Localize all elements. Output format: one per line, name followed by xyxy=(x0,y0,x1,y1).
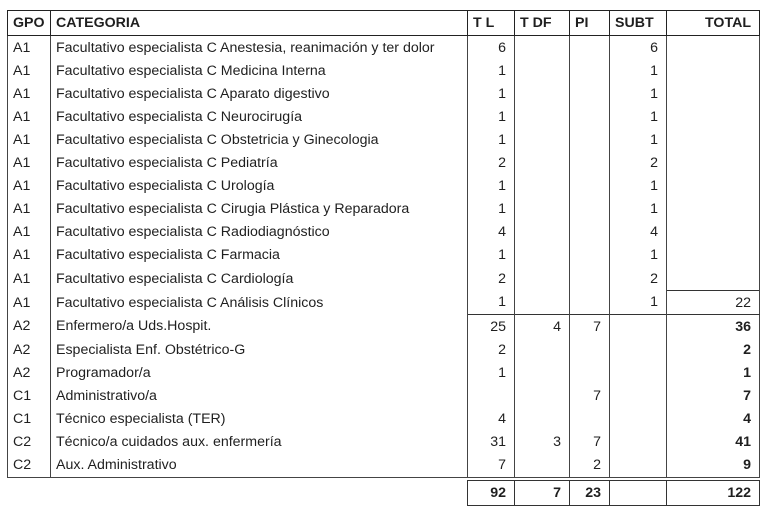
table-row xyxy=(8,105,760,128)
cell-tdf xyxy=(515,175,570,198)
cell-total xyxy=(667,128,760,151)
cell-tl: 4 xyxy=(468,221,515,244)
cell-pi xyxy=(570,105,610,128)
cell-subt: 1 xyxy=(610,291,667,315)
staff-table xyxy=(7,10,760,478)
cell-tl: 1 xyxy=(468,244,515,267)
cell-total: 41 xyxy=(667,431,760,454)
cell-total: 36 xyxy=(667,315,760,339)
cell-total: 7 xyxy=(667,384,760,407)
table-row xyxy=(8,315,760,339)
cell-subt: 1 xyxy=(610,128,667,151)
cell-tl: 1 xyxy=(468,59,515,82)
header-tl: T L xyxy=(468,11,515,36)
cell-pi xyxy=(570,338,610,361)
cell-subt xyxy=(610,454,667,478)
cell-pi xyxy=(570,128,610,151)
cell-tl: 1 xyxy=(468,105,515,128)
cell-gpo: A2 xyxy=(8,338,51,361)
table-row xyxy=(8,361,760,384)
table-row xyxy=(8,431,760,454)
cell-tdf xyxy=(515,82,570,105)
cell-subt: 1 xyxy=(610,105,667,128)
header-total: TOTAL xyxy=(667,11,760,36)
cell-subt: 4 xyxy=(610,221,667,244)
cell-gpo: C1 xyxy=(8,408,51,431)
cell-tdf xyxy=(515,384,570,407)
table-row xyxy=(8,454,760,478)
cell-tl: 2 xyxy=(468,338,515,361)
table-row xyxy=(8,151,760,174)
cell-subt xyxy=(610,338,667,361)
cell-pi xyxy=(570,151,610,174)
cell-tl: 1 xyxy=(468,128,515,151)
cell-tdf xyxy=(515,244,570,267)
table-row xyxy=(8,175,760,198)
cell-tdf xyxy=(515,338,570,361)
cell-categoria: Enfermero/a Uds.Hospit. xyxy=(51,315,468,339)
cell-tl: 1 xyxy=(468,198,515,221)
cell-categoria: Facultativo especialista C Cardiología xyxy=(51,267,468,291)
cell-gpo: A1 xyxy=(8,82,51,105)
cell-pi: 2 xyxy=(570,454,610,478)
cell-categoria: Facultativo especialista C Radiodiagnóstico xyxy=(51,221,468,244)
cell-pi xyxy=(570,82,610,105)
cell-categoria: Facultativo especialista C Análisis Clínicos xyxy=(51,291,468,315)
cell-subt: 1 xyxy=(610,244,667,267)
cell-tdf xyxy=(515,361,570,384)
cell-pi: 7 xyxy=(570,315,610,339)
cell-tdf xyxy=(515,128,570,151)
cell-total: 2 xyxy=(667,338,760,361)
cell-tl: 1 xyxy=(468,291,515,315)
table-row xyxy=(8,128,760,151)
cell-subt xyxy=(610,408,667,431)
cell-gpo: C1 xyxy=(8,384,51,407)
header-pi: PI xyxy=(570,11,610,36)
cell-gpo: A2 xyxy=(8,361,51,384)
cell-tdf: 4 xyxy=(515,315,570,339)
cell-subt xyxy=(610,315,667,339)
cell-subt: 1 xyxy=(610,175,667,198)
cell-categoria: Técnico especialista (TER) xyxy=(51,408,468,431)
table-row xyxy=(8,408,760,431)
cell-subt: 1 xyxy=(610,82,667,105)
cell-tl: 2 xyxy=(468,267,515,291)
cell-pi xyxy=(570,175,610,198)
cell-tl: 1 xyxy=(468,82,515,105)
cell-total: 1 xyxy=(667,361,760,384)
cell-categoria: Facultativo especialista C Aparato digestivo xyxy=(51,82,468,105)
cell-tdf: 3 xyxy=(515,431,570,454)
cell-tdf xyxy=(515,105,570,128)
cell-pi xyxy=(570,36,610,60)
cell-categoria: Facultativo especialista C Cirugia Plástica y Reparadora xyxy=(51,198,468,221)
cell-total xyxy=(667,198,760,221)
cell-subt xyxy=(610,431,667,454)
cell-tl: 4 xyxy=(468,408,515,431)
cell-categoria: Programador/a xyxy=(51,361,468,384)
cell-tl: 6 xyxy=(468,36,515,60)
table-row xyxy=(8,36,760,60)
cell-gpo: C2 xyxy=(8,454,51,478)
cell-tdf xyxy=(515,267,570,291)
table-row xyxy=(8,82,760,105)
cell-categoria: Aux. Administrativo xyxy=(51,454,468,478)
cell-categoria: Técnico/a cuidados aux. enfermería xyxy=(51,431,468,454)
cell-gpo: A1 xyxy=(8,36,51,60)
cell-total xyxy=(667,105,760,128)
cell-tdf xyxy=(515,151,570,174)
cell-gpo: A1 xyxy=(8,244,51,267)
cell-tl: 31 xyxy=(468,431,515,454)
cell-gpo: A1 xyxy=(8,198,51,221)
cell-categoria: Facultativo especialista C Anestesia, reanimación y ter dolor xyxy=(51,36,468,60)
cell-tdf xyxy=(515,198,570,221)
table-row xyxy=(8,338,760,361)
cell-gpo: A1 xyxy=(8,105,51,128)
cell-pi xyxy=(570,59,610,82)
cell-total xyxy=(667,267,760,291)
cell-subt: 2 xyxy=(610,267,667,291)
header-categoria: CATEGORIA xyxy=(51,11,468,36)
cell-tl xyxy=(468,384,515,407)
cell-gpo: A1 xyxy=(8,59,51,82)
cell-gpo: A1 xyxy=(8,221,51,244)
cell-total: 22 xyxy=(667,291,760,315)
cell-categoria: Facultativo especialista C Neurocirugía xyxy=(51,105,468,128)
cell-pi xyxy=(570,267,610,291)
header-tdf: T DF xyxy=(515,11,570,36)
cell-total xyxy=(667,82,760,105)
cell-subt: 1 xyxy=(610,198,667,221)
cell-categoria: Facultativo especialista C Pediatría xyxy=(51,151,468,174)
table-row xyxy=(8,384,760,407)
cell-pi xyxy=(570,244,610,267)
cell-pi xyxy=(570,221,610,244)
table-row xyxy=(8,221,760,244)
cell-pi: 7 xyxy=(570,431,610,454)
cell-categoria: Administrativo/a xyxy=(51,384,468,407)
cell-tdf xyxy=(515,36,570,60)
header-subt: SUBT xyxy=(610,11,667,36)
cell-tl: 7 xyxy=(468,454,515,478)
cell-tl: 2 xyxy=(468,151,515,174)
cell-tdf xyxy=(515,454,570,478)
cell-gpo: A1 xyxy=(8,267,51,291)
total-grand: 122 xyxy=(667,481,760,506)
cell-tl: 25 xyxy=(468,315,515,339)
table-row xyxy=(8,198,760,221)
total-subt xyxy=(610,481,667,506)
table-row xyxy=(8,244,760,267)
cell-tdf xyxy=(515,59,570,82)
cell-gpo: A1 xyxy=(8,291,51,315)
cell-gpo: A1 xyxy=(8,175,51,198)
cell-subt xyxy=(610,384,667,407)
table-row xyxy=(8,59,760,82)
total-tdf: 7 xyxy=(515,481,570,506)
cell-total xyxy=(667,244,760,267)
cell-total: 9 xyxy=(667,454,760,478)
cell-categoria: Facultativo especialista C Medicina Interna xyxy=(51,59,468,82)
cell-pi: 7 xyxy=(570,384,610,407)
cell-tdf xyxy=(515,408,570,431)
header-row xyxy=(8,11,760,36)
cell-total xyxy=(667,175,760,198)
cell-categoria: Facultativo especialista C Farmacia xyxy=(51,244,468,267)
cell-pi xyxy=(570,291,610,315)
cell-subt: 2 xyxy=(610,151,667,174)
total-tl: 92 xyxy=(468,481,515,506)
cell-categoria: Especialista Enf. Obstétrico-G xyxy=(51,338,468,361)
cell-pi xyxy=(570,198,610,221)
cell-total xyxy=(667,36,760,60)
cell-tl: 1 xyxy=(468,361,515,384)
cell-gpo: A1 xyxy=(8,128,51,151)
cell-tl: 1 xyxy=(468,175,515,198)
cell-gpo: A2 xyxy=(8,315,51,339)
cell-pi xyxy=(570,408,610,431)
table-row xyxy=(8,267,760,291)
cell-tdf xyxy=(515,221,570,244)
cell-categoria: Facultativo especialista C Obstetricia y Ginecologia xyxy=(51,128,468,151)
header-gpo: GPO xyxy=(8,11,51,36)
cell-subt: 1 xyxy=(610,59,667,82)
cell-subt: 6 xyxy=(610,36,667,60)
cell-categoria: Facultativo especialista C Urología xyxy=(51,175,468,198)
cell-total: 4 xyxy=(667,408,760,431)
cell-gpo: A1 xyxy=(8,151,51,174)
cell-pi xyxy=(570,361,610,384)
totals-row xyxy=(467,480,760,506)
cell-subt xyxy=(610,361,667,384)
table-row xyxy=(8,291,760,315)
total-pi: 23 xyxy=(570,481,610,506)
cell-total xyxy=(667,221,760,244)
cell-total xyxy=(667,151,760,174)
cell-total xyxy=(667,59,760,82)
cell-gpo: C2 xyxy=(8,431,51,454)
cell-tdf xyxy=(515,291,570,315)
